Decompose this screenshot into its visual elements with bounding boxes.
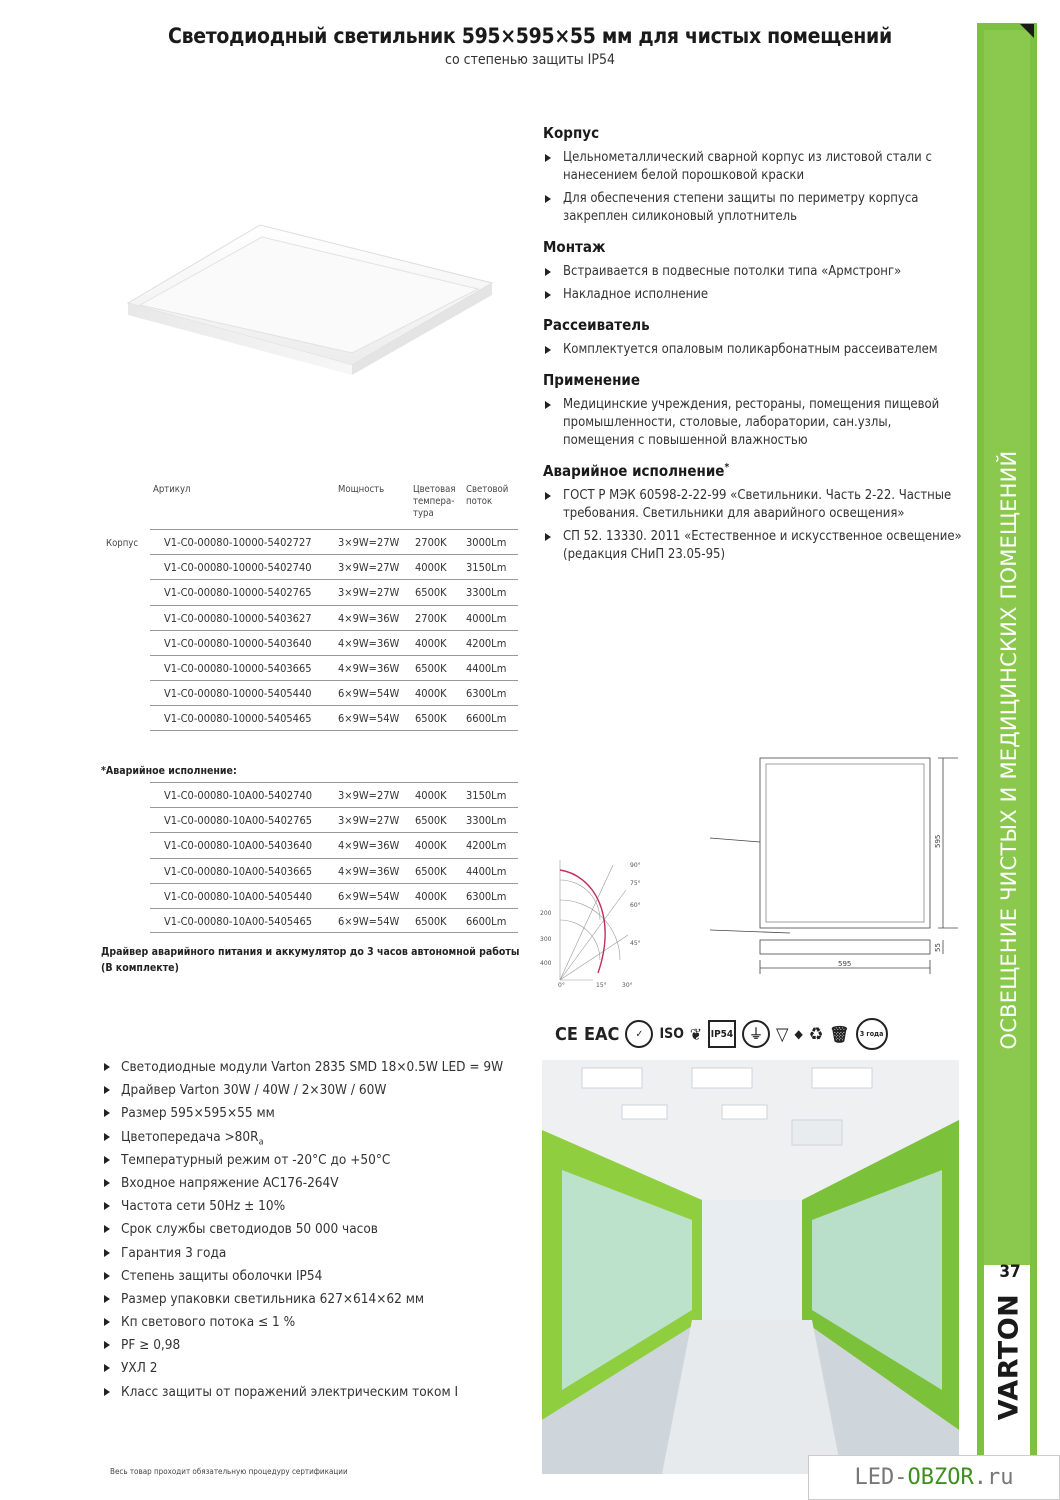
feature-item: Размер упаковки светильника 627×614×62 мм — [103, 1290, 523, 1313]
feature-item: Температурный режим от -20°С до +50°С — [103, 1151, 523, 1174]
table-cell: 4×9W=36W — [338, 611, 400, 625]
feature-item: Цветопередача $>80R_a$ — [103, 1128, 523, 1151]
table-cell: 4000K — [415, 889, 447, 903]
cert-icons — [555, 1016, 955, 1052]
table-cell: V1-C0-00080-10000-5402727 — [164, 536, 312, 549]
spec-item: Для обеспечения степени защиты по периметру корпуса закреплен силиконовый уплотнитель — [543, 190, 963, 226]
table-row — [150, 630, 518, 655]
table-row — [150, 605, 518, 630]
table-cell: V1-C0-00080-10A00-5402765 — [164, 814, 313, 828]
iso-mark-icon: ISO — [659, 1026, 684, 1042]
emergency-table — [150, 782, 518, 933]
table-cell: 6500K — [415, 814, 447, 828]
table-cell: 6600Lm — [466, 712, 507, 726]
table-row — [150, 782, 518, 807]
spec-heading: Аварийное исполнение* — [543, 462, 730, 480]
product-table — [150, 529, 518, 731]
table-row — [150, 832, 518, 857]
spec-heading: Применение — [543, 371, 641, 389]
ip54-mark-icon: IP54 — [708, 1020, 736, 1048]
spec-item: ГОСТ Р МЭК 60598-2-22-99 «Светильники. Часть 2-22. Частные требования. Светильники для аварийного освещения» — [543, 487, 963, 523]
feature-item: Кп светового потока ≤ 1 % — [103, 1313, 523, 1336]
feature-item: Частота сети 50Hz ± 10% — [103, 1197, 523, 1220]
spec-heading: Рассеиватель — [543, 316, 650, 334]
table-cell: 4000K — [415, 687, 447, 701]
f-mark-icon: ▽ — [775, 1023, 789, 1045]
table-row — [150, 908, 518, 933]
ground-icon: ⏚ — [742, 1020, 770, 1048]
polar-label: 400 — [540, 960, 552, 967]
watermark: LED-OBZOR.ru — [808, 1455, 1060, 1500]
corner-mark — [1020, 24, 1034, 38]
table-cell: V1-C0-00080-10000-5402765 — [164, 586, 312, 600]
spec-heading: Корпус — [543, 124, 600, 142]
table-cell: V1-C0-00080-10000-5405465 — [164, 712, 312, 726]
table-cell: 3000Lm — [466, 536, 507, 549]
eac-mark-icon: EAC — [583, 1023, 620, 1045]
table-row — [150, 858, 518, 883]
table-cell: 4000Lm — [466, 611, 507, 625]
table-cell: 6×9W=54W — [338, 889, 400, 903]
feature-list — [103, 1058, 523, 1406]
feature-item: Светодиодные модули Varton 2835 SMD 18×0.5W LED = 9W — [103, 1058, 523, 1081]
table-cell: 4×9W=36W — [338, 864, 400, 878]
table-cell: 4000K — [415, 839, 447, 853]
dimension-drawing — [700, 750, 970, 980]
polar-label: 15° — [596, 982, 607, 989]
table-cell: 4400Lm — [466, 661, 507, 675]
feature-item: PF ≥ 0,98 — [103, 1336, 523, 1359]
table-cell: 3×9W=27W — [338, 789, 400, 802]
polar-label: 30° — [622, 982, 633, 989]
polar-label: 45° — [630, 940, 641, 947]
table-cell: V1-C0-00080-10A00-5405440 — [164, 889, 313, 903]
table-cell: 6300Lm — [466, 889, 507, 903]
feature-item: Входное напряжение AC176-264V — [103, 1174, 523, 1197]
ce-mark-icon: CE — [555, 1023, 578, 1045]
table-cell: 6×9W=54W — [338, 712, 400, 726]
table-row — [150, 655, 518, 680]
polar-label: 300 — [540, 936, 552, 943]
table-cell: V1-C0-00080-10000-5405440 — [164, 687, 312, 701]
dim-depth: 55 — [934, 943, 942, 952]
page-number: 37 — [999, 1262, 1021, 1282]
dim-height: 595 — [934, 834, 942, 848]
table-cell: 3300Lm — [466, 586, 507, 600]
spec-item: Цельнометаллический сварной корпус из листовой стали с нанесением белой порошковой краски — [543, 149, 963, 185]
lamp-illustration — [120, 215, 500, 375]
recycle-icon: ♻ — [808, 1023, 824, 1045]
feature-item: Размер 595×595×55 мм — [103, 1104, 523, 1127]
diamond-mark-icon: ◆ — [794, 1027, 803, 1041]
table-cell: 6×9W=54W — [338, 914, 400, 928]
quality-mark-icon: ✓ — [625, 1020, 653, 1048]
polar-label: 60° — [630, 902, 641, 909]
polar-label: 0° — [558, 982, 565, 989]
polar-label: 200 — [540, 910, 552, 917]
col-header-article: Артикул — [153, 484, 191, 495]
table-cell: V1-C0-00080-10A00-5405465 — [164, 914, 313, 928]
col-header-color-temp: Цветовая темпера-тура — [413, 484, 456, 519]
table-cell: 4000K — [415, 636, 447, 650]
table-cell: 3×9W=27W — [338, 814, 400, 828]
table-cell: V1-C0-00080-10000-5403665 — [164, 661, 312, 675]
pharmacy-interior-photo — [542, 1060, 959, 1474]
feature-item: Гарантия 3 года — [103, 1244, 523, 1267]
polar-label: 75° — [630, 880, 641, 887]
table-cell: 6300Lm — [466, 687, 507, 701]
table-cell: V1-C0-00080-10A00-5403665 — [164, 864, 313, 878]
feature-item: Степень защиты оболочки IP54 — [103, 1267, 523, 1290]
table-cell: V1-C0-00080-10000-5403627 — [164, 611, 312, 625]
table-cell: V1-C0-00080-10000-5402740 — [164, 561, 312, 575]
table-cell: 3×9W=27W — [338, 536, 400, 549]
table-cell: V1-C0-00080-10A00-5402740 — [164, 789, 313, 802]
table-cell: 4×9W=36W — [338, 839, 400, 853]
table-side-label: Корпус — [106, 538, 139, 549]
table-cell: 6500K — [415, 914, 447, 928]
table-cell: 6500K — [415, 864, 447, 878]
table-cell: 4000K — [415, 789, 447, 802]
feature-item: Класс защиты от поражений электрическим током I — [103, 1383, 523, 1406]
warranty-badge-icon: 3 года — [856, 1018, 888, 1050]
table-cell: 6500K — [415, 712, 447, 726]
table-cell: 2700K — [415, 611, 447, 625]
table-cell: 4200Lm — [466, 636, 507, 650]
spec-item: Комплектуется опаловым поликарбонатным рассеивателем — [543, 341, 963, 359]
brand-logo: VARTON — [993, 1293, 1025, 1421]
footnote: Весь товар проходит обязательную процедуру сертификации — [110, 1467, 348, 1476]
feature-item: Срок службы светодиодов 50 000 часов — [103, 1220, 523, 1243]
table-cell: V1-C0-00080-10000-5403640 — [164, 636, 312, 650]
table-cell: 6×9W=54W — [338, 687, 400, 701]
spec-item: СП 52. 13330. 2011 «Естественное и искусственное освещение» (редакция СНиП 23.05-95) — [543, 528, 963, 564]
feature-item: Драйвер Varton 30W / 40W / 2×30W / 60W — [103, 1081, 523, 1104]
table-cell: 6500K — [415, 586, 447, 600]
table-row — [150, 705, 518, 730]
polar-diagram — [538, 855, 648, 989]
feature-item: УХЛ 2 — [103, 1359, 523, 1382]
table-row — [150, 680, 518, 705]
page-subtitle: со степенью защиты IP54 — [445, 52, 615, 68]
polar-label: 90° — [630, 862, 641, 869]
page-title: Светодиодный светильник 595×595×55 мм для чистых помещений — [168, 24, 892, 48]
table-cell: 3150Lm — [466, 789, 507, 802]
table-row — [150, 579, 518, 604]
eco-leaf-icon: ❦ — [689, 1024, 702, 1044]
trash-bin-icon: 🗑 — [829, 1024, 850, 1044]
spec-item: Медицинские учреждения, рестораны, помещения пищевой промышленности, столовые, лаборатории, сан.узлы, помещения с повышенной влажностью — [543, 396, 963, 450]
section-title-vertical: ОСВЕЩЕНИЕ ЧИСТЫХ И МЕДИЦИНСКИХ ПОМЕЩЕНИЙ — [997, 450, 1021, 1050]
spec-section — [543, 124, 963, 569]
col-header-flux: Световой поток — [466, 484, 509, 507]
table-cell: 4200Lm — [466, 839, 507, 853]
table-cell: V1-C0-00080-10A00-5403640 — [164, 839, 313, 853]
table-cell: 4×9W=36W — [338, 636, 400, 650]
table-cell: 6600Lm — [466, 914, 507, 928]
spec-item: Встраивается в подвесные потолки типа «Армстронг» — [543, 263, 963, 281]
table-row — [150, 554, 518, 579]
table-cell: 2700K — [415, 536, 447, 549]
col-header-power: Мощность — [338, 484, 385, 495]
table-cell: 4×9W=36W — [338, 661, 400, 675]
table-cell: 3×9W=27W — [338, 561, 400, 575]
table-row — [150, 883, 518, 908]
table-cell: 3150Lm — [466, 561, 507, 575]
table-row — [150, 807, 518, 832]
table-cell: 3×9W=27W — [338, 586, 400, 600]
table-cell: 4400Lm — [466, 864, 507, 878]
dim-width: 595 — [838, 960, 852, 968]
table-cell: 6500K — [415, 661, 447, 675]
table-row — [150, 529, 518, 554]
table-cell: 4000K — [415, 561, 447, 575]
spec-heading: Монтаж — [543, 238, 606, 256]
driver-note: Драйвер аварийного питания и аккумулятор до 3 часов автономной работы (В комплекте) — [101, 946, 520, 974]
spec-item: Накладное исполнение — [543, 286, 963, 304]
emergency-label: *Аварийное исполнение: — [101, 765, 237, 777]
table-cell: 3300Lm — [466, 814, 507, 828]
